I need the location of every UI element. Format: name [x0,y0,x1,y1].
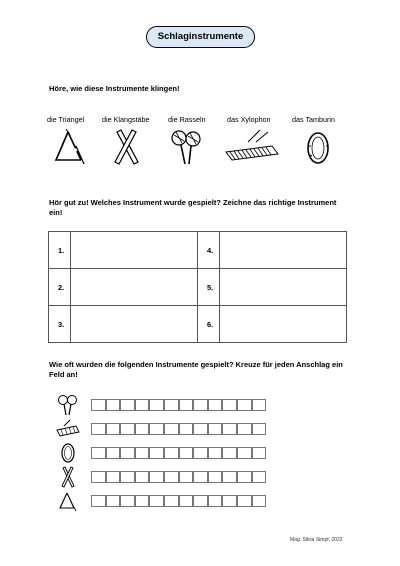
drawing-cell-5[interactable] [220,269,347,306]
tally-box[interactable] [222,447,237,459]
tally-box[interactable] [120,399,135,411]
cell-number-4: 4. [198,232,220,269]
drawing-cell-6[interactable] [220,306,347,343]
tally-box[interactable] [149,447,164,459]
tally-box[interactable] [193,471,208,483]
triangle-icon [52,128,86,168]
claves-icon [112,128,142,168]
drawing-grid [48,231,347,343]
cell-number-5: 5. [198,269,220,306]
tally-box[interactable] [135,399,150,411]
maracas-icon [169,128,205,168]
tally-box[interactable] [164,399,179,411]
tally-box[interactable] [193,495,208,507]
tally-box[interactable] [222,495,237,507]
instrument-label-xylophone: das Xylophon [227,115,271,124]
tambourine-icon [304,128,332,168]
tally-box[interactable] [208,495,223,507]
instrument-label-claves: die Klangstäbe [102,115,150,124]
cell-number-6: 6. [198,306,220,343]
tally-box[interactable] [149,495,164,507]
tally-box[interactable] [179,447,194,459]
tally-box[interactable] [106,447,121,459]
tally-box[interactable] [179,399,194,411]
tambourine-icon [56,442,80,464]
tally-box[interactable] [252,447,267,459]
tally-box[interactable] [193,399,208,411]
tally-box[interactable] [149,423,164,435]
page-title: Schlaginstrumente [146,26,255,48]
tally-box[interactable] [135,447,150,459]
tally-box[interactable] [237,495,252,507]
tally-box[interactable] [135,495,150,507]
tally-box[interactable] [91,423,106,435]
section3-heading: Wie oft wurden die folgenden Instrumente gespielt? Kreuze für jeden Anschlag ein Feld an! [49,360,343,379]
tally-box[interactable] [252,423,267,435]
instrument-label-triangle: die Triangel [47,115,85,124]
tally-box[interactable] [120,495,135,507]
tally-box[interactable] [208,447,223,459]
tally-box[interactable] [106,399,121,411]
tally-box[interactable] [252,399,267,411]
tally-box[interactable] [164,423,179,435]
tally-box[interactable] [193,447,208,459]
xylophone-icon [224,128,280,168]
section2-heading: Hör gut zu! Welches Instrument wurde gespielt? Zeichne das richtige Instrument ein! [49,198,337,217]
tally-box[interactable] [237,471,252,483]
cell-number-1: 1. [49,232,71,269]
section1-heading: Höre, wie diese Instrumente klingen! [49,84,180,93]
tally-box[interactable] [135,423,150,435]
tally-box[interactable] [149,399,164,411]
tally-box[interactable] [149,471,164,483]
instrument-label-tambourine: das Tamburin [292,115,336,124]
tally-box[interactable] [106,423,121,435]
drawing-cell-4[interactable] [220,232,347,269]
tally-box[interactable] [120,471,135,483]
tally-box[interactable] [135,471,150,483]
claves-icon [56,466,80,488]
cell-number-2: 2. [49,269,71,306]
tally-boxes[interactable] [91,399,266,411]
drawing-cell-2[interactable] [71,269,198,306]
footer-credit: Mag. Silvia Simpf, 2022 [290,537,343,543]
triangle-icon [56,490,80,512]
instrument-label-maracas: die Rasseln [168,115,206,124]
tally-box[interactable] [120,423,135,435]
tally-box[interactable] [164,447,179,459]
maracas-icon [56,394,80,416]
tally-boxes[interactable] [91,447,266,459]
tally-box[interactable] [208,423,223,435]
tally-box[interactable] [91,471,106,483]
tally-box[interactable] [106,495,121,507]
tally-box[interactable] [222,399,237,411]
tally-boxes[interactable] [91,423,266,435]
tally-box[interactable] [164,495,179,507]
tally-box[interactable] [237,399,252,411]
tally-box[interactable] [208,471,223,483]
drawing-cell-3[interactable] [71,306,198,343]
xylophone-icon [56,418,80,440]
tally-box[interactable] [222,423,237,435]
tally-box[interactable] [252,471,267,483]
tally-box[interactable] [91,399,106,411]
tally-box[interactable] [179,423,194,435]
tally-box[interactable] [106,471,121,483]
tally-box[interactable] [252,495,267,507]
tally-box[interactable] [193,423,208,435]
tally-box[interactable] [164,471,179,483]
tally-box[interactable] [208,399,223,411]
tally-box[interactable] [237,447,252,459]
tally-boxes[interactable] [91,495,266,507]
drawing-cell-1[interactable] [71,232,198,269]
tally-boxes[interactable] [91,471,266,483]
tally-box[interactable] [91,447,106,459]
cell-number-3: 3. [49,306,71,343]
tally-box[interactable] [91,495,106,507]
tally-box[interactable] [179,471,194,483]
tally-box[interactable] [120,447,135,459]
tally-box[interactable] [237,423,252,435]
tally-box[interactable] [222,471,237,483]
tally-box[interactable] [179,495,194,507]
